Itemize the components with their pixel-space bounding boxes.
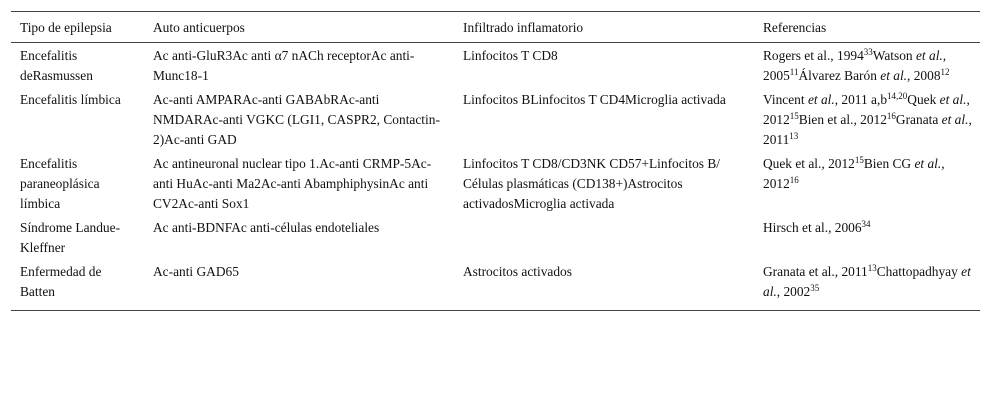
ref-citation-number: 35 [810, 283, 820, 293]
ref-citation-number: 13 [867, 263, 877, 273]
table-row [11, 216, 980, 260]
cell-tipo: Encefalitis paraneoplásica límbica [20, 156, 100, 211]
ref-citation-number: 34 [861, 219, 871, 229]
ref-text: , 2008 [907, 68, 941, 83]
cell-auto-anticuerpos: Ac-anti GAD65 [144, 260, 454, 311]
ref-etal: et al. [941, 112, 969, 127]
cell-tipo: Encefalitis límbica [20, 92, 121, 107]
cell-tipo: Encefalitis deRasmussen [20, 48, 93, 83]
header-referencias: Referencias [754, 12, 980, 43]
cell-infiltrado: Linfocitos T CD8 [463, 48, 558, 63]
ref-text: , 2012 [763, 92, 970, 127]
ref-text: Quek [907, 92, 940, 107]
ref-etal: et al. [807, 92, 835, 107]
cell-referencias [754, 88, 980, 152]
table-body [11, 43, 980, 311]
cell-tipo: Síndrome Landue-Kleffner [20, 220, 121, 255]
ref-text: , 2002 [776, 284, 811, 299]
ref-etal: et al. [914, 156, 942, 171]
ref-text: Watson [872, 48, 916, 63]
ref-text: Hirsch et al., 2006 [763, 220, 862, 235]
ref-text: Granata et al., 2011 [763, 264, 868, 279]
ref-text: Quek et al., 2012 [763, 156, 855, 171]
cell-auto-anticuerpos: Ac-anti AMPARAc-anti GABAbRAc-anti NMDARAc-anti VGKC (LGI1, CASPR2, Contactin-2)Ac-anti GAD [153, 92, 440, 147]
ref-etal: et al. [939, 92, 967, 107]
header-auto-anticuerpos: Auto anticuerpos [144, 12, 454, 43]
ref-citation-number: 16 [886, 111, 896, 121]
ref-citation-number: 14,20 [887, 91, 908, 101]
ref-text: , 2012 [763, 156, 945, 191]
cell-referencias [754, 260, 980, 311]
ref-citation-number: 15 [789, 111, 799, 121]
ref-text: , 2011 [763, 112, 972, 147]
ref-text: Granata [895, 112, 942, 127]
cell-infiltrado: Astrocitos activados [454, 260, 754, 311]
cell-infiltrado [454, 216, 754, 260]
ref-citation-number: 11 [789, 67, 799, 77]
cell-auto-anticuerpos: Ac anti-BDNFAc anti-células endoteliales [153, 220, 380, 235]
ref-citation-number: 33 [863, 47, 873, 57]
cell-referencias [754, 216, 980, 260]
ref-text: Bien CG [863, 156, 915, 171]
header-infiltrado: Infiltrado inflamatorio [454, 12, 754, 43]
ref-citation-number: 12 [940, 67, 950, 77]
ref-citation-number: 16 [789, 175, 799, 185]
ref-text: Bien et al., 2012 [798, 112, 887, 127]
table-row [11, 260, 980, 311]
ref-text: Álvarez Barón [798, 68, 881, 83]
table-header [11, 12, 980, 43]
cell-referencias [754, 43, 980, 89]
cell-auto-anticuerpos: Ac antineuronal nuclear tipo 1.Ac-anti CRMP-5Ac-anti HuAc-anti Ma2Ac-anti AbamphiphysinAc anti CV2Ac-anti Sox1 [153, 156, 432, 211]
ref-citation-number: 13 [789, 131, 799, 141]
ref-text: Chattopadhyay [876, 264, 962, 279]
cell-referencias [754, 152, 980, 216]
cell-auto-anticuerpos: Ac anti-GluR3Ac anti α7 nACh receptorAc anti-Munc18-1 [153, 48, 415, 83]
cell-tipo: Enfermedad de Batten [11, 260, 144, 311]
ref-etal: et al. [880, 68, 908, 83]
cell-infiltrado: Linfocitos BLinfocitos T CD4Microglia activada [463, 92, 726, 107]
table-row [11, 88, 980, 152]
ref-citation-number: 15 [854, 155, 864, 165]
ref-text: Rogers et al., 1994 [763, 48, 864, 63]
ref-text: , 2011 a,b [834, 92, 888, 107]
header-tipo: Tipo de epilepsia [11, 12, 144, 43]
cell-infiltrado: Linfocitos T CD8/CD3NK CD57+Linfocitos B/ Células plasmáticas (CD138+)Astrocitos activadosMicroglia activada [463, 156, 721, 211]
table-row [11, 152, 980, 216]
epilepsy-reference-table [11, 11, 980, 311]
ref-etal: et al. [763, 264, 971, 299]
ref-etal: et al. [915, 48, 943, 63]
table-row [11, 43, 980, 89]
ref-text: Vincent [763, 92, 808, 107]
ref-text: , 2005 [763, 48, 947, 83]
header-row [11, 12, 980, 43]
